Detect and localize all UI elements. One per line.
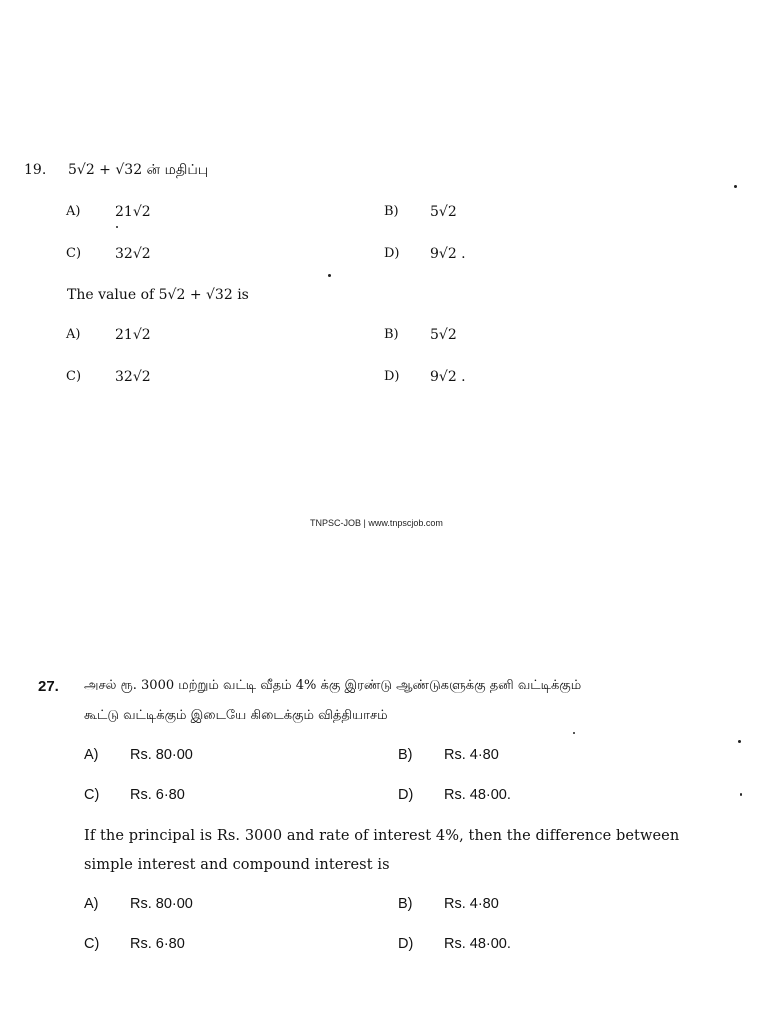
scan-speck xyxy=(116,226,118,228)
scan-speck xyxy=(740,793,742,796)
option-label: C) xyxy=(84,787,100,803)
option-label: B) xyxy=(398,747,413,763)
option-value: 9√2 . xyxy=(430,246,466,262)
question-text-english-line2: simple interest and compound interest is xyxy=(84,857,390,873)
option-value: 21√2 xyxy=(115,204,151,220)
option-value: Rs. 6·80 xyxy=(130,787,185,803)
option-value: 21√2 xyxy=(115,327,151,343)
option-label: D) xyxy=(398,787,414,803)
scan-speck xyxy=(738,740,741,743)
option-value: 32√2 xyxy=(115,246,151,262)
option-value: Rs. 6·80 xyxy=(130,936,185,952)
option-value: 9√2 . xyxy=(430,369,466,385)
footer-watermark: TNPSC-JOB | www.tnpscjob.com xyxy=(310,518,443,528)
question-text-tamil-line2: கூட்டு வட்டிக்கும் இடையே கிடைக்கும் வித்தியாசம் xyxy=(84,708,388,723)
option-label: D) xyxy=(384,246,400,261)
option-value: Rs. 4·80 xyxy=(444,747,499,763)
question-text-tamil: 5√2 + √32 ன் மதிப்பு xyxy=(68,162,209,178)
option-value: Rs. 80·00 xyxy=(130,896,193,912)
scan-speck xyxy=(734,185,737,188)
question-number: 19. xyxy=(24,162,47,178)
question-text-tamil-line1: அசல் ரூ. 3000 மற்றும் வட்டி வீதம் 4% க்கு இரண்டு ஆண்டுகளுக்கு தனி வட்டிக்கும் xyxy=(84,678,582,693)
option-value: Rs. 48·00. xyxy=(444,787,511,803)
option-value: 32√2 xyxy=(115,369,151,385)
option-value: 5√2 xyxy=(430,327,457,343)
question-text-english: The value of 5√2 + √32 is xyxy=(67,287,249,303)
option-value: Rs. 48·00. xyxy=(444,936,511,952)
option-label: B) xyxy=(384,204,399,219)
scan-speck xyxy=(328,274,331,277)
scan-speck xyxy=(573,732,575,734)
option-label: A) xyxy=(66,327,81,342)
option-value: Rs. 80·00 xyxy=(130,747,193,763)
question-text-english-line1: If the principal is Rs. 3000 and rate of interest 4%, then the difference between xyxy=(84,828,680,844)
option-label: C) xyxy=(66,246,82,261)
question-number: 27. xyxy=(38,678,59,695)
option-label: A) xyxy=(84,747,99,763)
option-label: A) xyxy=(84,896,99,912)
option-label: A) xyxy=(66,204,81,219)
option-value: Rs. 4·80 xyxy=(444,896,499,912)
option-label: D) xyxy=(398,936,414,952)
option-label: C) xyxy=(66,369,82,384)
option-value: 5√2 xyxy=(430,204,457,220)
option-label: B) xyxy=(384,327,399,342)
option-label: D) xyxy=(384,369,400,384)
option-label: C) xyxy=(84,936,100,952)
option-label: B) xyxy=(398,896,413,912)
